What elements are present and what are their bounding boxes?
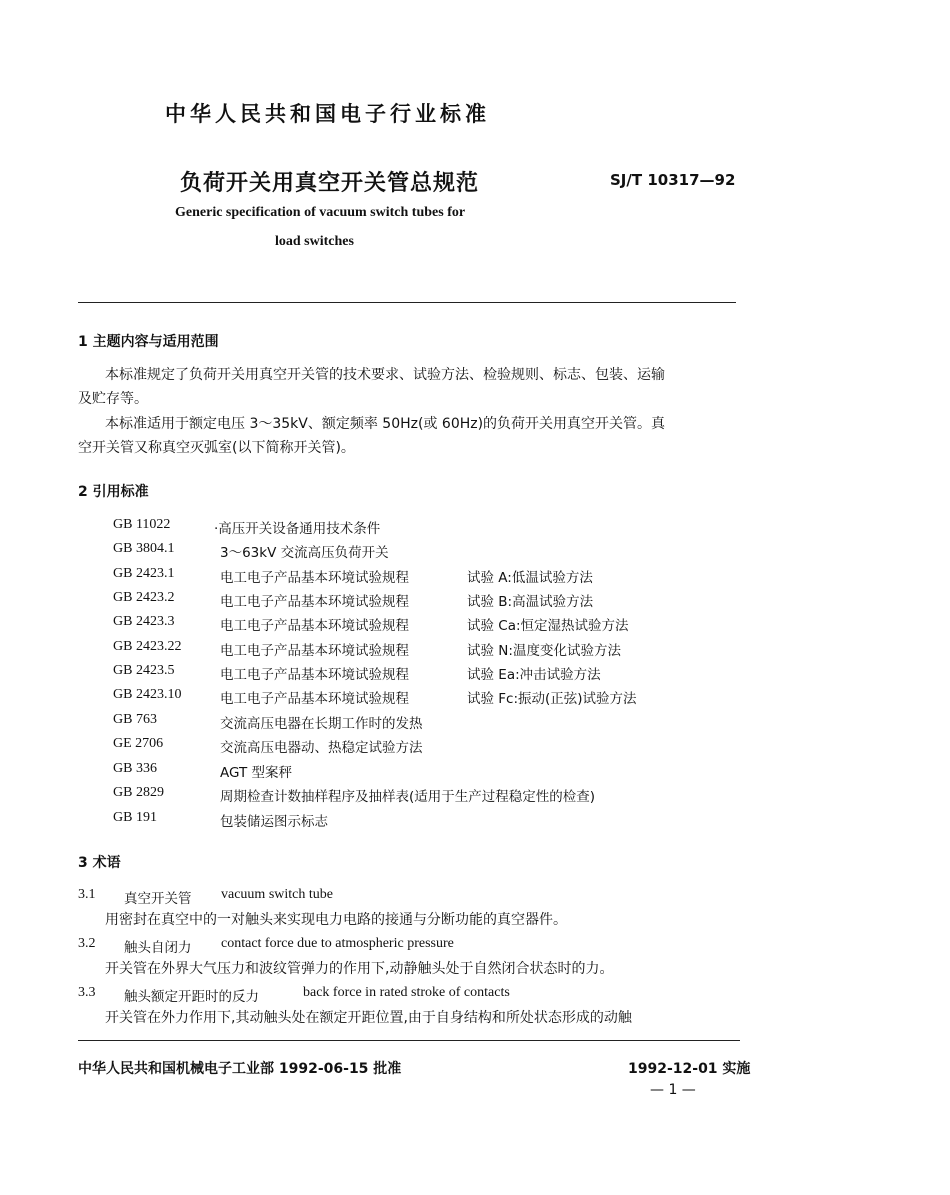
ref-test: 试验 N:温度变化试验方法 [467,643,621,659]
ref-title: 交流高压电器在长期工作时的发热 [220,716,423,732]
ref-code: GB 2423.2 [113,590,175,605]
term-description: 开关管在外界大气压力和波纹管弹力的作用下,动静触头处于自然闭合状态时的力。 [105,961,614,977]
ref-title: 电工电子产品基本环境试验规程 [220,570,409,586]
ref-title: 电工电子产品基本环境试验规程 [220,643,409,659]
ref-title: 3～63kV 交流高压负荷开关 [220,545,389,561]
ref-title: 电工电子产品基本环境试验规程 [220,618,409,634]
term-description: 用密封在真空中的一对触头来实现电力电路的接通与分断功能的真空器件。 [105,912,567,928]
header-org: 中华人民共和国电子行业标准 [165,102,490,126]
term-english: vacuum switch tube [221,887,333,902]
title-english-line1: Generic specification of vacuum switch tubes for [175,205,466,220]
section1-para2-line1: 本标准适用于额定电压 3～35kV、额定频率 50Hz(或 60Hz)的负荷开关用真空开关管。真 [105,416,666,432]
ref-title: 周期检查计数抽样程序及抽样表(适用于生产过程稳定性的检查) [220,789,596,805]
term-number: 3.2 [78,936,96,951]
ref-code: GB 11022 [113,517,171,532]
ref-code: GB 2423.3 [113,614,175,629]
ref-title: 电工电子产品基本环境试验规程 [220,691,409,707]
ref-title: 电工电子产品基本环境试验规程 [220,667,409,683]
ref-test: 试验 Ea:冲击试验方法 [467,667,601,683]
ref-code: GB 3804.1 [113,541,175,556]
ref-code: GB 2829 [113,785,164,800]
ref-code: GB 763 [113,712,157,727]
ref-test: 试验 B:高温试验方法 [467,594,594,610]
ref-test: 试验 Fc:振动(正弦)试验方法 [467,691,637,707]
term-english: back force in rated stroke of contacts [303,985,510,1000]
ref-title: 电工电子产品基本环境试验规程 [220,594,409,610]
section1-para2-line2: 空开关管又称真空灭弧室(以下简称开关管)。 [78,440,355,456]
section1-para1-line1: 本标准规定了负荷开关用真空开关管的技术要求、试验方法、检验规则、标志、包装、运输 [105,367,665,383]
ref-title: ·高压开关设备通用技术条件 [214,521,381,537]
term-english: contact force due to atmospheric pressure [221,936,454,951]
implementation-date: 1992-12-01 实施 [628,1061,751,1077]
title-chinese: 负荷开关用真空开关管总规范 [180,171,480,196]
ref-title: AGT 型案秤 [220,765,293,781]
approval-statement: 中华人民共和国机械电子工业部 1992-06-15 批准 [78,1061,402,1077]
term-number: 3.3 [78,985,96,1000]
ref-code: GB 2423.5 [113,663,175,678]
term-description: 开关管在外力作用下,其动触头处在额定开距位置,由于自身结构和所处状态形成的动触 [105,1010,632,1026]
ref-test: 试验 Ca:恒定湿热试验方法 [467,618,629,634]
section3-heading: 3 术语 [78,855,121,871]
term-chinese: 真空开关管 [124,891,192,907]
ref-code: GE 2706 [113,736,164,751]
term-chinese: 触头额定开距时的反力 [124,989,259,1005]
bottom-divider [78,1040,740,1041]
standard-code: SJ/T 10317—92 [610,171,736,189]
section1-heading: 1 主题内容与适用范围 [78,334,219,350]
ref-code: GB 2423.22 [113,639,182,654]
page-number: — 1 — [650,1082,696,1098]
term-number: 3.1 [78,887,96,902]
section1-para1-line2: 及贮存等。 [78,391,148,407]
ref-code: GB 336 [113,761,157,776]
top-divider [78,302,736,303]
term-chinese: 触头自闭力 [124,940,192,956]
ref-test: 试验 A:低温试验方法 [467,570,593,586]
section2-heading: 2 引用标准 [78,484,149,500]
ref-code: GB 191 [113,810,157,825]
ref-code: GB 2423.1 [113,566,175,581]
ref-title: 交流高压电器动、热稳定试验方法 [220,740,423,756]
ref-code: GB 2423.10 [113,687,182,702]
title-english-line2: load switches [275,234,354,249]
ref-title: 包装储运图示标志 [220,814,328,830]
